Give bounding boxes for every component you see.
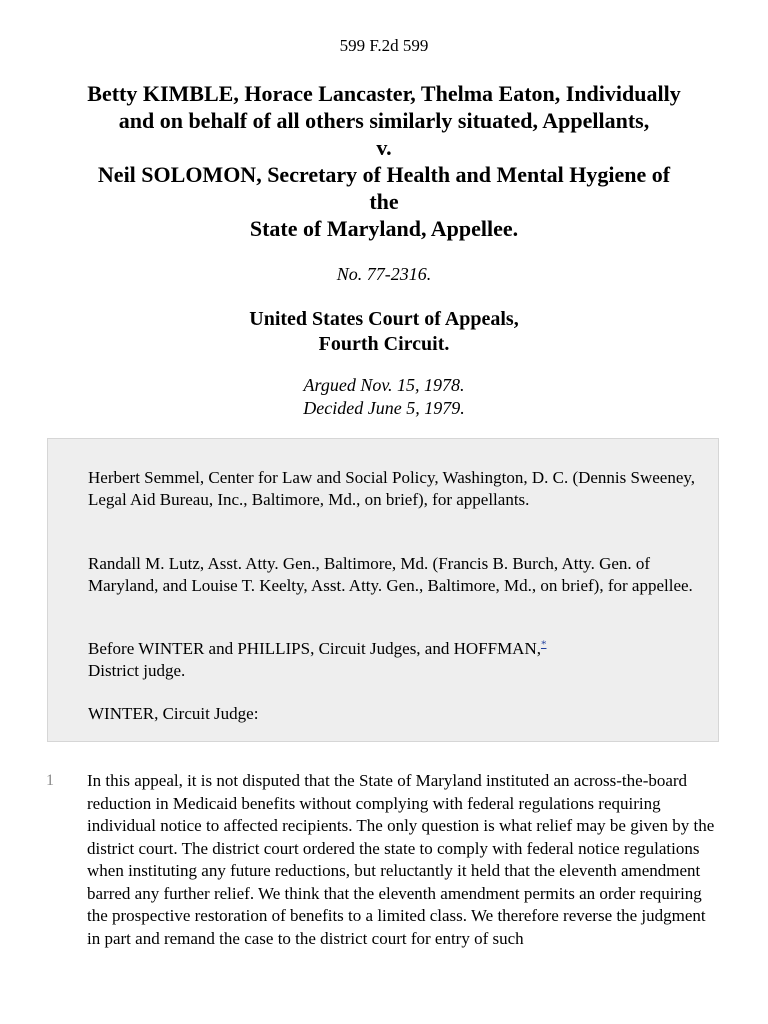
panel-judges-text: Before WINTER and PHILLIPS, Circuit Judges, and HOFFMAN, [88, 639, 541, 658]
decided-date: Decided June 5, 1979. [303, 398, 465, 418]
appellants-counsel: Herbert Semmel, Center for Law and Social Policy, Washington, D. C. (Dennis Sweeney, Legal Aid Bureau, Inc., Baltimore, Md., on brief), for appellants. [88, 468, 696, 509]
caption-versus: v. [376, 135, 392, 160]
court-circuit-line: Fourth Circuit. [318, 333, 450, 355]
docket-number: No. 77-2316. [336, 264, 432, 284]
court-name [0, 307, 768, 357]
citation: 599 F.2d 599 [339, 36, 429, 55]
caption-line-2: and on behalf of all others similarly situated, Appellants, [118, 108, 650, 133]
panel-judges [88, 638, 698, 682]
panel-judges-suffix: District judge. [88, 661, 186, 680]
court-name-line: United States Court of Appeals, [249, 308, 519, 330]
paragraph-text: In this appeal, it is not disputed that the State of Maryland instituted an across-the-board reduction in Medicaid benefits without complying with federal regulations requiring individual notice to affected recipients. The only question is what relief may be given by the district court. The district court ordered the state to comply with federal notice regulations when instituting any future reductions, but reluctantly it held that the eleventh amendment barred any further relief. We think that the eleventh amendment permits an order requiring the prospective restoration of benefits to a limited class. We therefore reverse the judgment in part and remand the case to the district court for entry of such [87, 771, 715, 948]
case-dates [0, 374, 768, 420]
opinion-author: WINTER, Circuit Judge: [88, 704, 259, 723]
caption-line-4: the [369, 189, 399, 214]
footnote-link[interactable]: * [540, 638, 547, 651]
appellee-counsel: Randall M. Lutz, Asst. Atty. Gen., Baltimore, Md. (Francis B. Burch, Atty. Gen. of Maryland, and Louise T. Keelty, Asst. Atty. Gen., Baltimore, Md., on brief), for appellee. [88, 554, 693, 595]
caption-line-5: State of Maryland, Appellee. [249, 216, 519, 241]
caption-line-3: Neil SOLOMON, Secretary of Health and Mental Hygiene of [97, 162, 671, 187]
case-caption [20, 80, 748, 242]
paragraph-number: 1 [46, 772, 54, 789]
counsel-panel [47, 438, 719, 742]
caption-line-1: Betty KIMBLE, Horace Lancaster, Thelma Eaton, Individually [87, 81, 681, 106]
argued-date: Argued Nov. 15, 1978. [303, 375, 465, 395]
